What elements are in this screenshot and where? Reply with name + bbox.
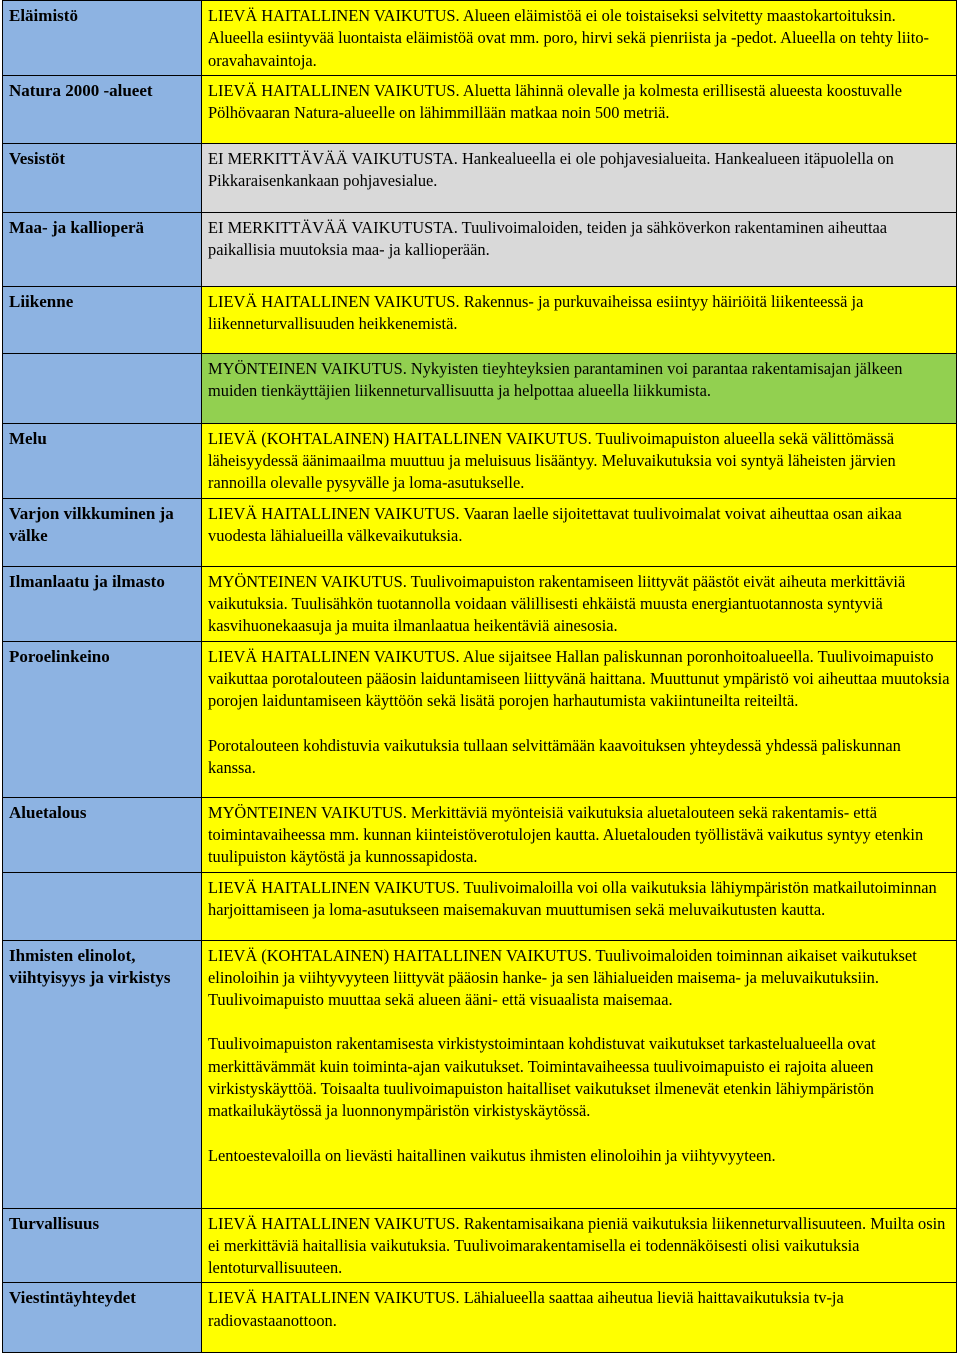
row-text — [202, 212, 957, 286]
paragraph-gap — [208, 1123, 950, 1145]
table-row-ilmanlaatu — [3, 566, 957, 641]
row-paragraph: MYÖNTEINEN VAIKUTUS. Tuulivoimapuiston rakentamiseen liittyvät päästöt eivät aiheuta merkittäviä vaikutuksia. Tuulisähkön tuotannolla voidaan välillisesti ehkäistä muusta energiantuotannosta syntyviä kasvihuonekaasuja ja muita ilmanlaatua heikentäviä ainesosia. — [208, 571, 906, 636]
table-row-turvallisuus — [3, 1208, 957, 1283]
row-paragraph: LIEVÄ HAITALLINEN VAIKUTUS. Aluetta lähinnä olevalle ja kolmesta erillisestä alueesta koostuvalle Pölhövaaran Natura-alueelle on lähimmillään matkaa noin 500 metriä. — [208, 80, 903, 123]
row-text — [202, 641, 957, 797]
row-paragraph: EI MERKITTÄVÄÄ VAIKUTUSTA. Tuulivoimaloiden, teiden ja sähköverkon rakentaminen aiheuttaa paikallisia muutoksia maa- ja kallioperään. — [208, 217, 888, 260]
row-label: Liikenne — [3, 286, 202, 353]
paragraph-gap — [208, 1011, 950, 1033]
row-paragraph: LIEVÄ HAITALLINEN VAIKUTUS. Tuulivoimaloilla voi olla vaikutuksia lähiympäristön matkailutoiminnan harjoittamiseen ja loma-asutukseen maisemakuvan muuttumisen sekä meluvaikutusten kautta. — [208, 877, 937, 919]
row-label: Poroelinkeino — [3, 641, 202, 797]
row-text — [202, 1208, 957, 1283]
row-label: Melu — [3, 423, 202, 498]
table-row-vesistot — [3, 143, 957, 212]
table-row-ihmisten-elinolot — [3, 940, 957, 1208]
table-row-poroelinkeino — [3, 641, 957, 797]
row-label — [3, 353, 202, 423]
row-paragraph: Tuulivoimapuiston rakentamisesta virkistystoimintaan kohdistuvat vaikutukset tarkastelualueella ovat merkittävämmät kuin toiminta-ajan vaikutukset. Toimintavaiheessa tuulivoimapuisto ei rajoita alueen virkistyskäyttöä. Toisaalta tuulivoimapuiston haitalliset vaikutukset ilmenevät etenkin lähiympäristön matkailukäytössä ja luonnonympäristön virkistyskäytössä. — [208, 1034, 876, 1121]
table-row-liikenne-positive — [3, 353, 957, 423]
row-paragraph: LIEVÄ HAITALLINEN VAIKUTUS. Rakentamisaikana pieniä vaikutuksia liikenneturvallisuuteen. Muilta osin ei merkittäviä haitallisia vaikutuksia. Tuulivoimarakentamisella ei todennäköisesti olisi vaikutuksia lentoturvallisuuteen. — [208, 1213, 946, 1278]
row-paragraph: EI MERKITTÄVÄÄ VAIKUTUSTA. Hankealueella ei ole pohjavesialueita. Hankealueen itäpuolella on Pikkaraisenkankaan pohjavesialue. — [208, 148, 894, 191]
paragraph-gap — [208, 713, 950, 735]
row-text — [202, 498, 957, 566]
row-label: Eläimistö — [3, 1, 202, 76]
row-paragraph: LIEVÄ HAITALLINEN VAIKUTUS. Alueen eläimistöä ei ole toistaiseksi selvitetty maastokartoituksin. Alueella esiintyvää luontaista eläimistöä ovat mm. poro, hirvi sekä pienriista ja -pedot. Alueella on tehty liito-oravahavaintoja. — [208, 6, 930, 70]
row-paragraph: LIEVÄ (KOHTALAINEN) HAITALLINEN VAIKUTUS. Tuulivoimapuiston alueella sekä välittömässä läheisyydessä äänimaailma muuttuu ja meluisuus lisääntyy. Meluvaikutuksia voi syntyä läheisten järvien rannoilla olevalle pysyvälle ja loma-asutukselle. — [208, 428, 896, 493]
table-row-melu — [3, 423, 957, 498]
row-text — [202, 797, 957, 872]
row-paragraph: MYÖNTEINEN VAIKUTUS. Nykyisten tieyhteyksien parantaminen voi parantaa rakentamisajan jälkeen muiden tienkäyttäjien liikenneturvallisuutta ja helpottaa alueella liikkumista. — [208, 358, 903, 401]
row-text — [202, 872, 957, 940]
row-text — [202, 566, 957, 641]
row-text — [202, 143, 957, 212]
impact-assessment-table — [2, 0, 957, 1353]
row-label: Turvallisuus — [3, 1208, 202, 1283]
row-paragraph: LIEVÄ HAITALLINEN VAIKUTUS. Lähialueella saattaa aiheutua lieviä haittavaikutuksia tv-ja radiovastaanottoon. — [208, 1288, 844, 1330]
table-row-varjon-vilkkuminen — [3, 498, 957, 566]
row-text — [202, 423, 957, 498]
table-row-elaimisto — [3, 1, 957, 76]
table-row-viestintayhteydet — [3, 1283, 957, 1353]
row-text — [202, 1, 957, 76]
row-text — [202, 75, 957, 143]
row-paragraph: Porotalouteen kohdistuvia vaikutuksia tullaan selvittämään kaavoituksen yhteydessä yhdessä paliskunnan kanssa. — [208, 735, 901, 777]
table-row-maa-ja-kalliopera — [3, 212, 957, 286]
row-text — [202, 940, 957, 1208]
row-text — [202, 286, 957, 353]
row-paragraph: Lentoestevaloilla on lievästi haitallinen vaikutus ihmisten elinoloihin ja viihtyvyyteen. — [208, 1145, 776, 1165]
row-label: Viestintäyhteydet — [3, 1283, 202, 1353]
row-paragraph: LIEVÄ HAITALLINEN VAIKUTUS. Vaaran laelle sijoitettavat tuulivoimalat voivat aiheuttaa osan aikaa vuodesta lähialueilla välkevaikutuksia. — [208, 503, 902, 546]
table-row-matkailu — [3, 872, 957, 940]
row-label: Maa- ja kallioperä — [3, 212, 202, 286]
row-label: Aluetalous — [3, 797, 202, 872]
row-label: Ilmanlaatu ja ilmasto — [3, 566, 202, 641]
table-row-natura — [3, 75, 957, 143]
row-text — [202, 1283, 957, 1353]
row-label: Natura 2000 -alueet — [3, 75, 202, 143]
row-label: Varjon vilkkuminen ja välke — [3, 498, 202, 566]
row-label: Ihmisten elinolot, viihtyisyys ja virkistys — [3, 940, 202, 1208]
table-row-liikenne — [3, 286, 957, 353]
row-paragraph: MYÖNTEINEN VAIKUTUS. Merkittäviä myönteisiä vaikutuksia aluetalouteen sekä rakentamis- että toimintavaiheessa mm. kunnan kiinteistöverotulojen kautta. Aluetalouden työllistävä vaikutus syntyy etenkin tuulipuiston käytöstä ja kunnossapidosta. — [208, 802, 924, 867]
impact-table — [2, 0, 957, 1353]
row-paragraph: LIEVÄ (KOHTALAINEN) HAITALLINEN VAIKUTUS. Tuulivoimaloiden toiminnan aikaiset vaikutukset elinoloihin ja viihtyvyyteen liittyvät pääosin hanke- ja sen lähialueiden maisema- ja meluvaikutuksiin. Tuulivoimapuisto muuttaa sekä alueen ääni- että visuaalista maisemaa. — [208, 945, 917, 1010]
row-label — [3, 872, 202, 940]
row-label: Vesistöt — [3, 143, 202, 212]
row-paragraph: LIEVÄ HAITALLINEN VAIKUTUS. Rakennus- ja purkuvaiheissa esiintyy häiriöitä liikenteessä ja liikenneturvallisuuden heikkenemistä. — [208, 291, 864, 334]
table-row-aluetalous — [3, 797, 957, 872]
row-paragraph: LIEVÄ HAITALLINEN VAIKUTUS. Alue sijaitsee Hallan paliskunnan poronhoitoalueella. Tuulivoimapuisto vaikuttaa porotalouteen pääosin laiduntamiseen liittyvänä haittana. Muuttunut ympäristö voi aiheuttaa muutoksia porojen laiduntamiseen käyttöön sekä lisätä porojen harhautumista vakiintuneilta reiteiltä. — [208, 646, 950, 711]
row-text — [202, 353, 957, 423]
